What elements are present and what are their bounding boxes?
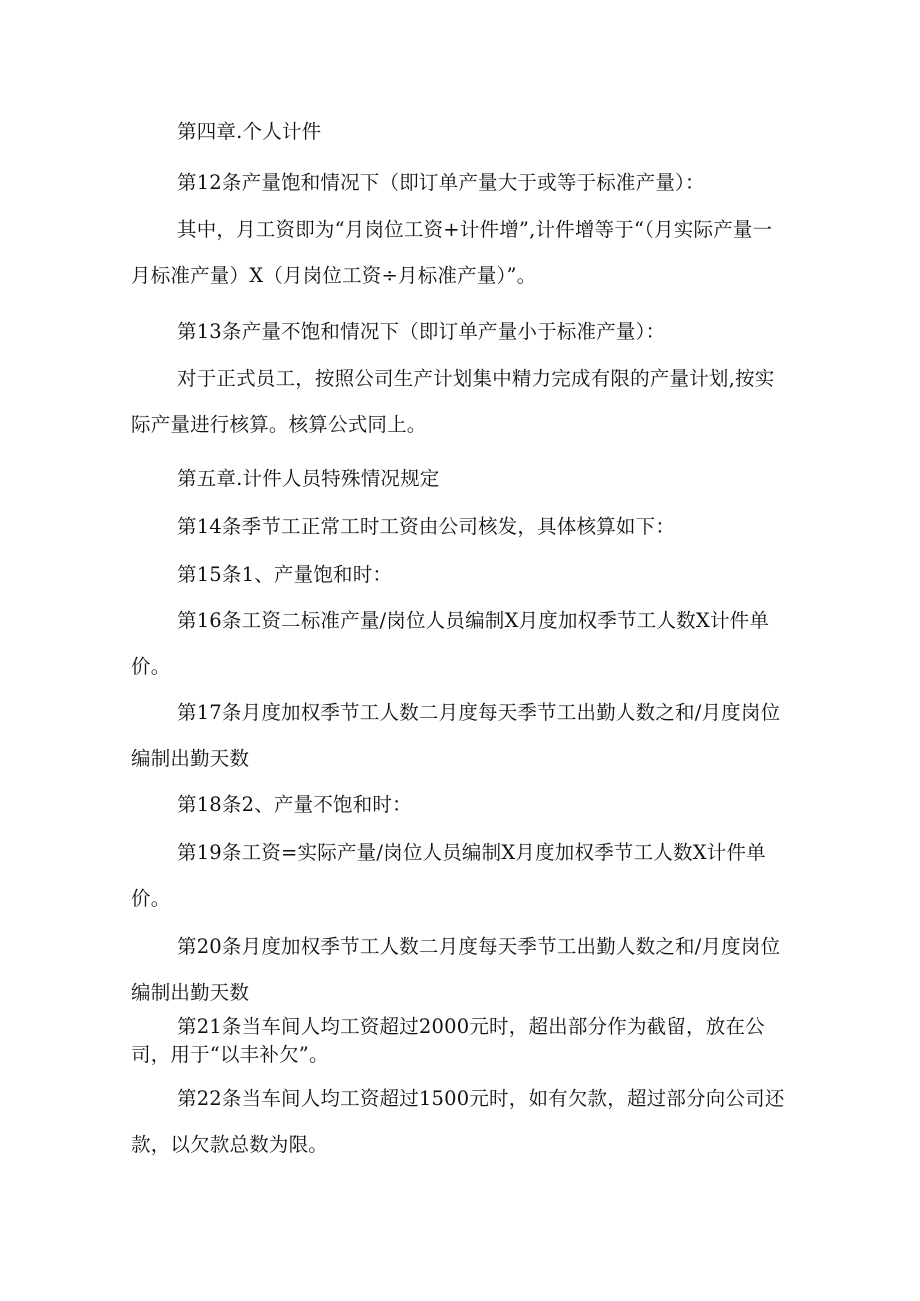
article-18: 第18条2、产量不饱和时： xyxy=(177,793,412,816)
chapter-5-heading: 第五章.计件人员特殊情况规定 xyxy=(177,467,440,490)
article-16: 第16条工资二标准产量/岗位人员编制X月度加权季节工人数X计件单价。 xyxy=(131,609,770,678)
article-15: 第15条1、产量饱和时： xyxy=(177,563,393,586)
article-13-detail: 对于正式员工，按照公司生产计划集中精力完成有限的产量计划,按实际产量进行核算。核算公式同上。 xyxy=(131,367,775,436)
article-12: 第12条产量饱和情况下（即订单产量大于或等于标准产量）： xyxy=(177,171,705,194)
article-19: 第19条工资=实际产量/岗位人员编制X月度加权季节工人数X计件单价。 xyxy=(131,841,766,910)
article-13: 第13条产量不饱和情况下（即订单产量小于标准产量）： xyxy=(177,320,666,343)
article-20: 第20条月度加权季节工人数二月度每天季节工出勤人数之和/月度岗位编制出勤天数 xyxy=(131,935,781,1004)
article-14: 第14条季节工正常工时工资由公司核发，具体核算如下： xyxy=(177,515,676,538)
article-22: 第22条当车间人均工资超过1500元时，如有欠款，超过部分向公司还款，以欠款总数为限。 xyxy=(131,1087,785,1156)
article-12-detail: 其中，月工资即为“月岗位工资+计件增”,计件增等于“（月实际产量一月标准产量）X（月岗位工资÷月标准产量）”。 xyxy=(131,218,773,287)
article-17: 第17条月度加权季节工人数二月度每天季节工出勤人数之和/月度岗位编制出勤天数 xyxy=(131,701,781,770)
article-21: 第21条当车间人均工资超过2000元时，超出部分作为截留，放在公司，用于“以丰补欠”。 xyxy=(131,1015,765,1066)
chapter-4-heading: 第四章.个人计件 xyxy=(177,120,322,143)
